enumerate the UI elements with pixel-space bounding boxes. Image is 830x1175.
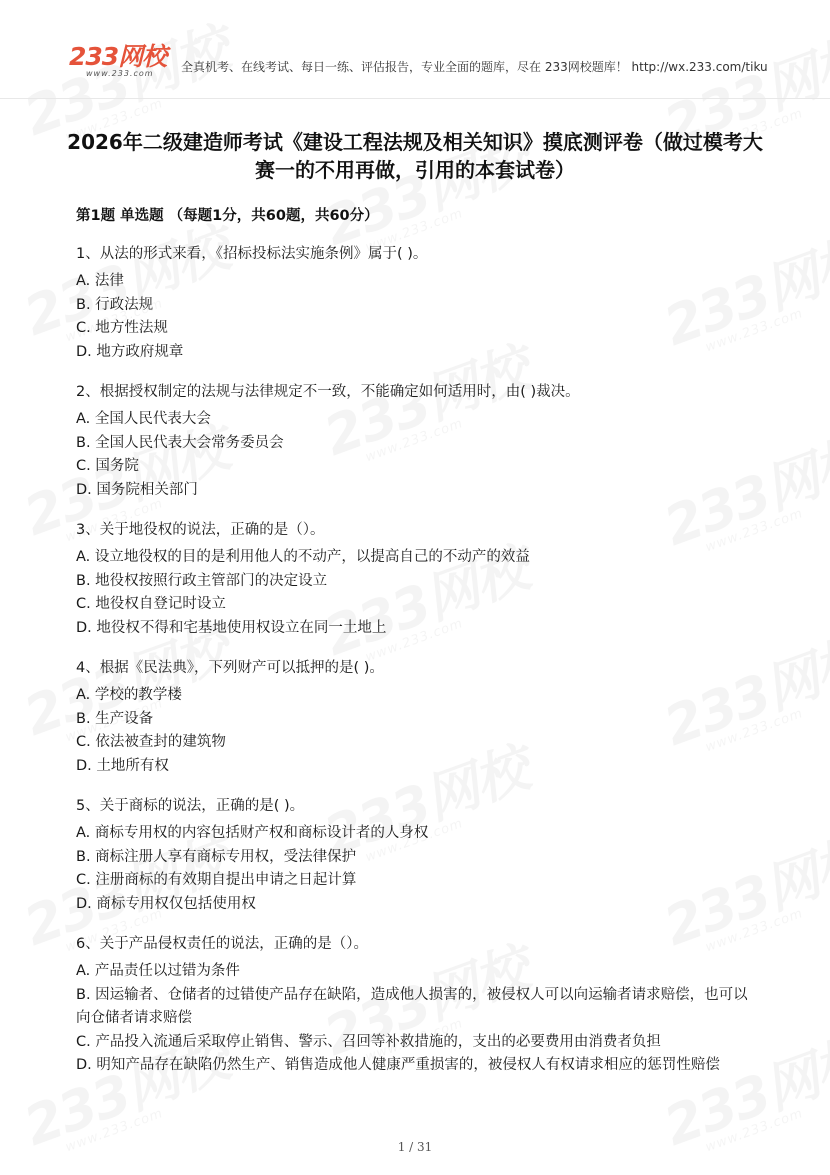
question-item bbox=[76, 656, 756, 778]
option-c: C. 依法被查封的建筑物 bbox=[76, 734, 226, 750]
question-item bbox=[76, 242, 756, 364]
question-stem: 6、关于产品侵权责任的说法，正确的是（）。 bbox=[76, 936, 368, 952]
page-indicator: 1 / 31 bbox=[397, 1140, 433, 1154]
option-d: D. 地役权不得和宅基地使用权设立在同一土地上 bbox=[76, 619, 387, 636]
option-d: D. 国务院相关部门 bbox=[76, 481, 198, 498]
document-title: 2026年二级建造师考试《建设工程法规及相关知识》摸底测评卷（做过模考大赛一的不用再做，引用的本套试卷） bbox=[67, 130, 763, 182]
option-a: A. 商标专用权的内容包括财产权和商标设计者的人身权 bbox=[76, 825, 429, 841]
option-d: D. 明知产品存在缺陷仍然生产、销售造成他人健康严重损害的，被侵权人有权请求相应的惩罚性赔偿 bbox=[76, 1057, 720, 1073]
option-a: A. 设立地役权的目的是利用他人的不动产，以提高自己的不动产的效益 bbox=[76, 549, 530, 565]
option-d: D. 土地所有权 bbox=[76, 757, 169, 774]
brand-logo bbox=[69, 44, 169, 78]
logo-url: www.233.com bbox=[86, 69, 154, 78]
option-c: C. 地方性法规 bbox=[76, 320, 168, 336]
option-c: C. 国务院 bbox=[76, 458, 139, 474]
option-b: B. 地役权按照行政主管部门的决定设立 bbox=[76, 572, 328, 589]
question-list bbox=[76, 242, 756, 1094]
option-b: B. 生产设备 bbox=[76, 710, 154, 727]
option-b: B. 商标注册人享有商标专用权，受法律保护 bbox=[76, 848, 357, 865]
option-d: D. 商标专用权仅包括使用权 bbox=[76, 895, 256, 912]
logo-text: 233网校 bbox=[69, 42, 167, 71]
option-a: A. 学校的教学楼 bbox=[76, 687, 182, 703]
option-c: C. 注册商标的有效期自提出申请之日起计算 bbox=[76, 872, 357, 888]
question-stem: 2、根据授权制定的法规与法律规定不一致，不能确定如何适用时，由( )裁决。 bbox=[76, 384, 580, 400]
option-c: C. 产品投入流通后采取停止销售、警示、召回等补救措施的，支出的必要费用由消费者负担 bbox=[76, 1033, 661, 1050]
question-item bbox=[76, 932, 756, 1078]
question-stem: 1、从法的形式来看，《招标投标法实施条例》属于( )。 bbox=[76, 246, 428, 262]
option-c: C. 地役权自登记时设立 bbox=[76, 596, 226, 612]
option-b: B. 行政法规 bbox=[76, 296, 154, 313]
option-a: A. 产品责任以过错为条件 bbox=[76, 963, 240, 979]
option-a: A. 全国人民代表大会 bbox=[76, 411, 211, 427]
question-item bbox=[76, 794, 756, 916]
question-item bbox=[76, 380, 756, 502]
section-heading: 第1题 单选题 （每题1分，共60题，共60分） bbox=[76, 208, 379, 224]
question-item bbox=[76, 518, 756, 640]
option-b: B. 因运输者、仓储者的过错使产品存在缺陷，造成他人损害的，被侵权人可以向运输者请求赔偿，也可以向仓储者请求赔偿 bbox=[76, 986, 748, 1026]
page-header bbox=[0, 0, 830, 99]
question-stem: 4、根据《民法典》，下列财产可以抵押的是( )。 bbox=[76, 660, 384, 676]
header-slogan: 全真机考、在线考试、每日一练、评估报告，专业全面的题库，尽在 233网校题库！ http://wx.233.com/tiku bbox=[181, 60, 768, 74]
question-stem: 3、关于地役权的说法，正确的是（）。 bbox=[76, 522, 325, 538]
question-stem: 5、关于商标的说法，正确的是( )。 bbox=[76, 798, 305, 814]
option-b: B. 全国人民代表大会常务委员会 bbox=[76, 434, 284, 451]
option-d: D. 地方政府规章 bbox=[76, 343, 184, 360]
option-a: A. 法律 bbox=[76, 273, 124, 289]
